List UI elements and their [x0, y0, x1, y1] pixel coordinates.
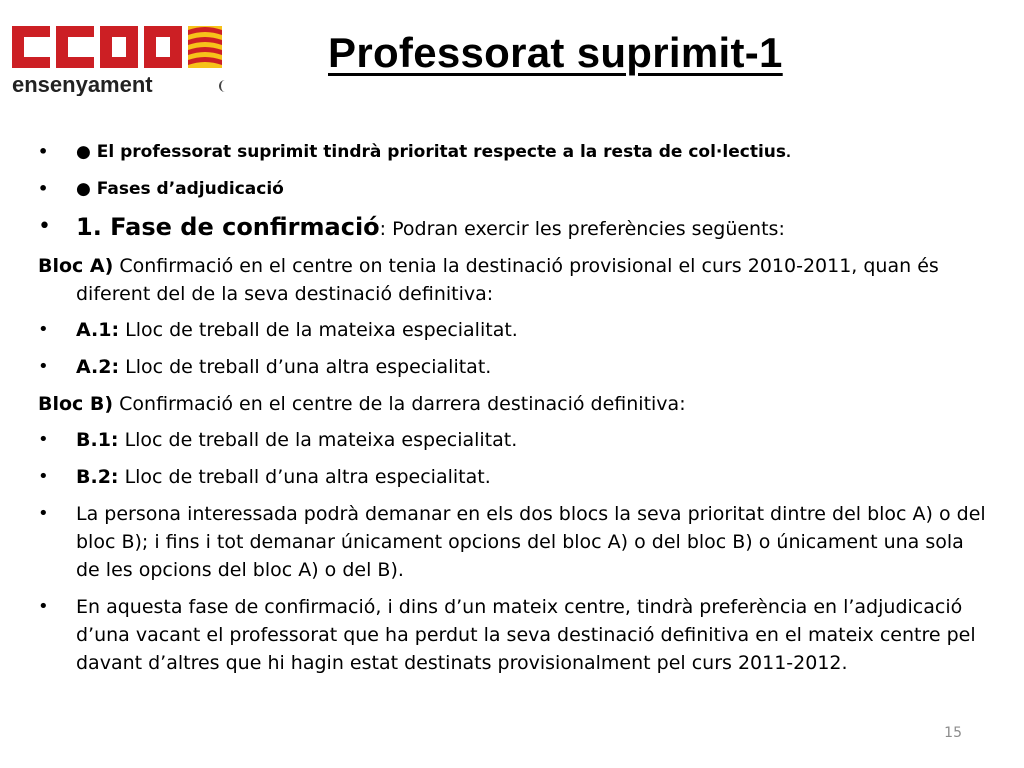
bullet-priority-choice [38, 500, 988, 584]
bullet-dot: • [38, 429, 49, 450]
b1-text: Lloc de treball de la mateixa especialitat. [118, 429, 518, 451]
bloc-a-text: Confirmació en el centre on tenia la destinació provisional el curs 2010-2011, quan és diferent del de la seva destinació definitiva: [76, 255, 939, 305]
bullet-dot: • [38, 466, 49, 487]
confirmation-heading: 1. Fase de confirmació [76, 213, 380, 241]
bloc-b-label: Bloc B) [38, 393, 114, 415]
bullet-dot: • [38, 356, 49, 377]
bullet-phases [38, 175, 988, 203]
bullet-b1 [38, 426, 988, 454]
ccoo-ensenyament-logo [10, 16, 224, 96]
slide-content [38, 138, 988, 686]
bloc-a-label: Bloc A) [38, 255, 114, 277]
bullet-dot: • [38, 214, 51, 239]
b1-label: B.1: [76, 429, 119, 451]
slide-title: Professorat suprimit-1 [328, 29, 783, 76]
bullet-dot: • [38, 179, 49, 198]
bullet-dot: • [38, 142, 49, 161]
a2-label: A.2: [76, 356, 120, 378]
a1-text: Lloc de treball de la mateixa especialitat. [119, 319, 518, 341]
bullet-a1 [38, 316, 988, 344]
bloc-b-text: Confirmació en el centre de la darrera destinació definitiva: [113, 393, 686, 415]
a2-text: Lloc de treball d’una altra especialitat. [119, 356, 492, 378]
priority-tail: . [786, 146, 791, 161]
bullet-dot: • [38, 503, 49, 524]
bullet-confirmation-preference [38, 593, 988, 677]
page-number: 15 [944, 725, 962, 741]
bullet-b2 [38, 463, 988, 491]
logo-edge-mark [219, 80, 227, 92]
priority-text: ● El professorat suprimit tindrà prioritat respecte a la resta de col·lectius [76, 142, 786, 162]
b2-label: B.2: [76, 466, 119, 488]
bloc-a-paragraph [38, 252, 988, 308]
confirmation-rest: : Podran exercir les preferències següents: [379, 218, 785, 240]
bullet-dot: • [38, 319, 49, 340]
bullet-a2 [38, 353, 988, 381]
bullet-priority [38, 138, 988, 168]
phases-text: ● Fases d’adjudicació [76, 179, 284, 199]
bullet-confirmation-phase [38, 210, 988, 246]
bloc-b-paragraph [38, 390, 988, 418]
a1-label: A.1: [76, 319, 120, 341]
confirmation-preference-text: En aquesta fase de confirmació, i dins d’un mateix centre, tindrà preferència en l’adjudicació d’una vacant el professorat que ha perdut la seva destinació definitiva en el mateix centre pel davant d’altres que hi hagin estat destinats provisionalment pel curs 2011-2012. [76, 596, 976, 674]
priority-choice-text: La persona interessada podrà demanar en els dos blocs la seva prioritat dintre del bloc A) o del bloc B); i fins i tot demanar únicament opcions del bloc A) o del bloc B) o únicament una sola de les opcions del bloc A) o del B). [76, 503, 986, 581]
b2-text: Lloc de treball d’una altra especialitat. [118, 466, 491, 488]
bullet-dot: • [38, 596, 49, 617]
logo-subtext: ensenyament [12, 72, 153, 96]
